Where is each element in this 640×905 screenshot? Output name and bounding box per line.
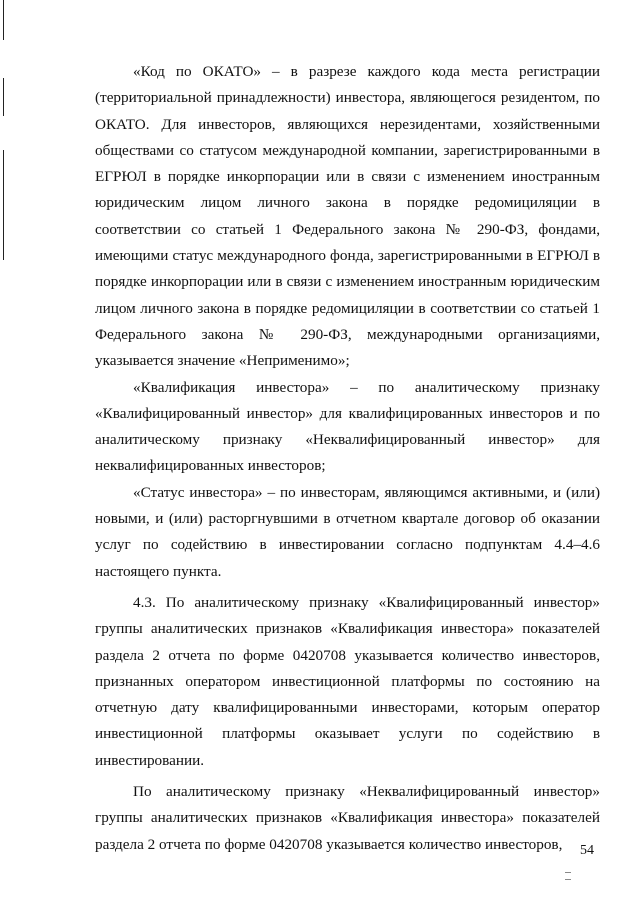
paragraph-okato: «Код по ОКАТО» – в разрезе каждого кода места регистрации (территориальной принадлежности) инвестора, являющегося резидентом, по ОКАТО. Для инвесторов, являющихся нерезидентами, хозяйственными обществами со статусом международной компании, зарегистрированными в ЕГРЮЛ в порядке инкорпорации или в связи с изменением иностранным юридическим лицом личного закона в порядке редомициляции в соответствии со статьей 1 Федерального закона № 290-ФЗ, фондами, имеющими статус международного фонда, зарегистрированными в ЕГРЮЛ в порядке инкорпорации или в связи с изменением иностранным юридическим лицом личного закона в порядке редомициляции в соответствии со статьей 1 Федерального закона № 290-ФЗ, международными организациями, указывается значение «Неприменимо»; xyxy=(95,63,600,370)
margin-mark xyxy=(3,150,4,260)
paragraph-unqualified: По аналитическому признаку «Неквалифицированный инвестор» группы аналитических признаков «Квалификация инвестора» показателей раздела 2 отчета по форме 0420708 указывается количество инвесторов, xyxy=(95,783,600,853)
scan-speck xyxy=(565,879,571,880)
scan-speck xyxy=(565,872,571,873)
page-number: 54 xyxy=(580,843,594,858)
margin-mark xyxy=(3,78,4,116)
paragraph-qualification: «Квалификация инвестора» – по аналитическому признаку «Квалифицированный инвестор» для квалифицированных инвесторов и по аналитическому признаку «Неквалифицированный инвестор» для неквалифицированных инвесторов; xyxy=(95,378,600,475)
paragraph-status: «Статус инвестора» – по инвесторам, являющимся активными, и (или) новыми, и (или) расторгнувшими в отчетном квартале договор об оказании услуг по содействию в инвестировании согласно подпунктам 4.4–4.6 настоящего пункта. xyxy=(95,483,600,580)
document-body xyxy=(95,59,600,858)
paragraph-4-3: 4.3. По аналитическому признаку «Квалифицированный инвестор» группы аналитических признаков «Квалификация инвестора» показателей раздела 2 отчета по форме 0420708 указывается количество инвесторов, признанных оператором инвестиционной платформы по состоянию на отчетную дату квалифицированными инвесторами, которым оператор инвестиционной платформы оказывает услуги по содействию в инвестировании. xyxy=(95,593,600,769)
margin-mark xyxy=(3,0,4,40)
